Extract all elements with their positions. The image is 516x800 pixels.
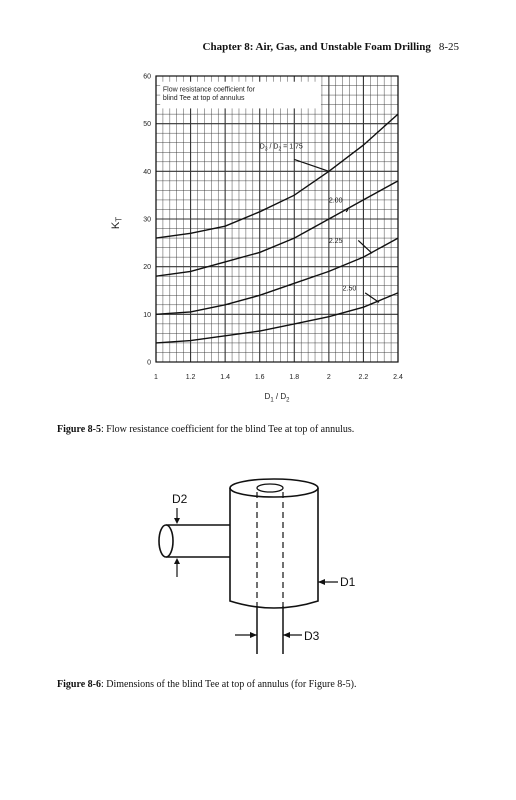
figure-label: Figure 8-6 xyxy=(57,679,101,690)
series-label-4: 2.50 xyxy=(342,285,357,293)
blind-tee-diagram xyxy=(150,478,390,658)
y-axis-label: $K_T$ xyxy=(110,216,124,230)
x-tick-label: 1.4 xyxy=(220,374,231,381)
series-label-1: $D_3 / D_2 = 1.75$ xyxy=(259,143,303,153)
series-line-4 xyxy=(156,293,398,343)
d2-label: D2 xyxy=(172,492,188,506)
x-tick-label: 1.2 xyxy=(185,374,196,381)
annulus-body xyxy=(230,488,318,608)
series-leader-4 xyxy=(365,293,379,303)
series-label-2: 2.00 xyxy=(328,197,343,205)
running-header xyxy=(203,41,459,53)
chapter-title: Chapter 8: Air, Gas, and Unstable Foam Drilling xyxy=(202,41,431,53)
series-leader-3 xyxy=(358,240,372,253)
x-tick-label: 2.4 xyxy=(393,374,403,381)
d1-label: D1 xyxy=(340,575,356,589)
y-tick-label: 50 xyxy=(143,121,151,129)
y-tick-label: 30 xyxy=(143,216,151,224)
annulus-top-rim xyxy=(230,479,318,497)
chart-annotation-line: Flow resistance coefficient for xyxy=(162,86,255,94)
series-leader-1 xyxy=(294,159,329,171)
d1-arrowhead xyxy=(318,579,325,585)
y-tick-label: 20 xyxy=(143,264,151,272)
side-pipe-end xyxy=(159,525,173,557)
figure-label: Figure 8-5 xyxy=(57,424,101,435)
d3-arrowhead-left xyxy=(250,632,257,638)
figure-8-5-caption xyxy=(57,424,354,435)
series-label-3: 2.25 xyxy=(328,237,343,245)
kt-chart xyxy=(108,68,408,413)
y-tick-label: 40 xyxy=(143,168,151,176)
y-tick-label: 60 xyxy=(143,73,151,81)
y-tick-label: 0 xyxy=(147,359,151,367)
inner-pipe-top xyxy=(257,484,283,492)
x-tick-label: 1.6 xyxy=(254,374,265,381)
x-tick-label: 1 xyxy=(154,374,158,381)
y-tick-label: 10 xyxy=(143,311,151,319)
chart-grid xyxy=(156,76,398,362)
d3-arrowhead-right xyxy=(283,632,290,638)
x-tick-label: 1.8 xyxy=(289,374,300,381)
caption-text: : Dimensions of the blind Tee at top of annulus (for Figure 8-5). xyxy=(100,679,357,690)
chart-labels xyxy=(110,86,379,403)
figure-8-6-caption xyxy=(57,679,356,690)
d2-arrowhead-bottom xyxy=(174,558,180,564)
d2-arrowhead-top xyxy=(174,518,180,524)
x-axis-label: $D_1 / D_2$ xyxy=(264,392,290,404)
d3-label: D3 xyxy=(304,629,320,643)
chart-ticks xyxy=(143,74,403,382)
page-number: 8-25 xyxy=(438,41,459,53)
x-tick-label: 2.2 xyxy=(358,374,369,381)
caption-text: : Flow resistance coefficient for the blind Tee at top of annulus. xyxy=(100,424,355,435)
chart-annotation-line: blind Tee at top of annulus xyxy=(162,94,245,102)
x-tick-label: 2 xyxy=(326,374,331,381)
